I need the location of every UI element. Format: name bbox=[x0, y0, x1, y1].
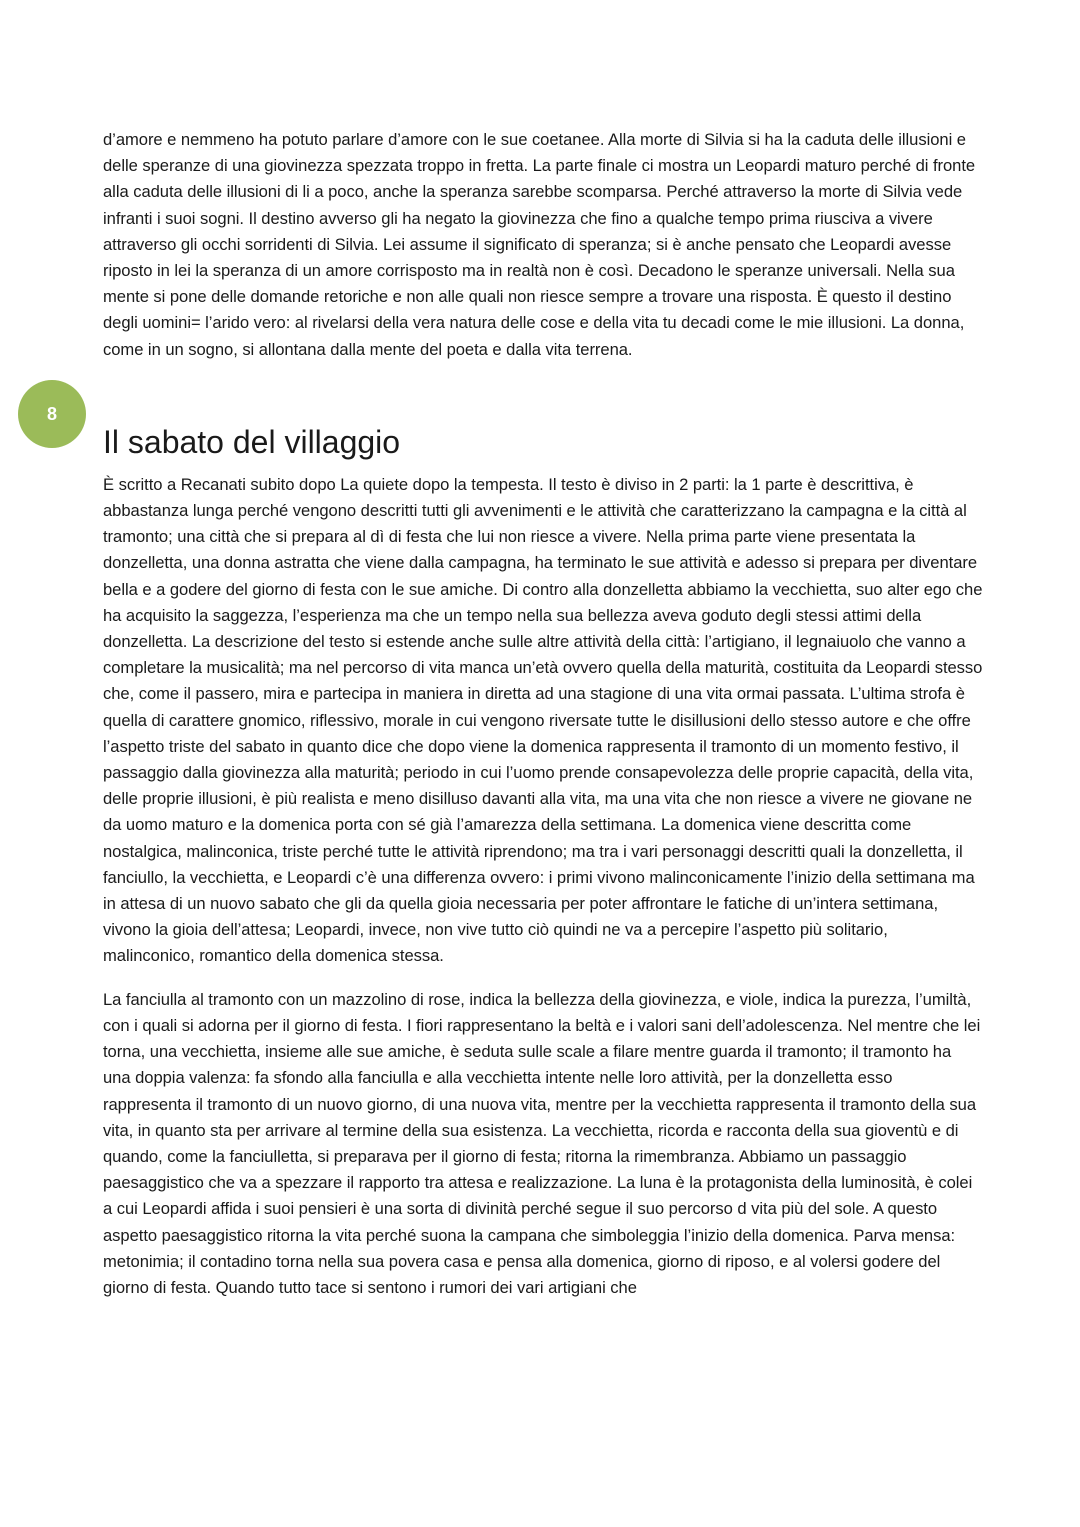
page-content bbox=[103, 127, 983, 1301]
section-title: Il sabato del villaggio bbox=[103, 423, 401, 460]
section-paragraph-2: La fanciulla al tramonto con un mazzolino di rose, indica la bellezza della giovinezza, e viole, indica la purezza, l’umiltà, con i quali si adorna per il giorno di festa. I fiori rappresentano la beltà e i valori sani dell’adolescenza. Nel mentre che lei torna, una vecchietta, insieme alle sue amiche, è seduta sulle scale a filare mentre guarda il tramonto; il tramonto ha una doppia valenza: fa sfondo alla fanciulla e alla vecchietta intente nelle loro attività, per la donzelletta esso rappresenta il tramonto di un nuovo giorno, di una nuova vita, mentre per la vecchietta rappresenta il tramonto della sua vita, in quanto sta per arrivare al termine della sua esistenza. La vecchietta, ricorda e racconta della sua gioventù e di quando, come la fanciulletta, si preparava per il giorno di festa; ritorna la rimembranza. Abbiamo un passaggio paesaggistico che va a spezzare il rapporto tra attesa e realizzazione. La luna è la protagonista della luminosità, è colei a cui Leopardi affida i suoi pensieri è una sorta di divinità perché segue il suo percorso d vita più del sole. A questo aspetto paesaggistico ritorna la vita perché suona la campana che simboleggia l’inizio della domenica. Parva mensa: metonimia; il contadino torna nella sua povera casa e pensa alla domenica, giorno di riposo, e al volersi godere del giorno di festa. Quando tutto tace si sentono i rumori dei vari artigiani che bbox=[103, 989, 981, 1297]
page-number: 8 bbox=[46, 403, 57, 424]
intro-paragraph: d’amore e nemmeno ha potuto parlare d’amore con le sue coetanee. Alla morte di Silvia si ha la caduta delle illusioni e delle speranze di una giovinezza spezzata troppo in fretta. La parte finale ci mostra un Leopardi maturo perché di fronte alla caduta delle illusioni di li a poco, anche la speranza sarebbe scomparsa. Perché attraverso la morte di Silvia vede infranti i suoi sogni. Il destino avverso gli ha negato la giovinezza che fino a qualche tempo prima riusciva a vivere attraverso gli occhi sorridenti di Silvia. Lei assume il significato di speranza; si è anche pensato che Leopardi avesse riposto in lei la speranza di un amore corrisposto ma in realtà non è così. Decadono le speranze universali. Nella sua mente si pone delle domande retoriche e non alle quali non riesce sempre a trovare una risposta. È questo il destino degli uomini= l’arido vero: al rivelarsi della vera natura delle cose e della vita tu decadi come le mie illusioni. La donna, come in un sogno, si allontana dalla mente del poeta e dalla vita terrena. bbox=[103, 130, 976, 359]
page-number-badge bbox=[18, 380, 86, 448]
section-paragraph-1: È scritto a Recanati subito dopo La quiete dopo la tempesta. Il testo è diviso in 2 parti: la 1 parte è descrittiva, è abbastanza lunga perché vengono descritti tutti gli avvenimenti e le attività che caratterizzano la campagna e la città al tramonto; una città che si prepara al dì di festa che lui non riesce a vivere. Nella prima parte viene presentata la donzelletta, una donna astratta che viene dalla campagna, ha terminato le sue attività e adesso si prepara per diventare bella e a godere del giorno di festa con le sue amiche. Di contro alla donzelletta abbiamo la vecchietta, suo alter ego che ha acquisito la saggezza, l’esperienza ma che un tempo nella sua bellezza aveva goduto degli stessi attimi della donzelletta. La descrizione del testo si estende anche sulle altre attività della città: l’artigiano, il legnaiuolo che vanno a completare la musicalità; ma nel percorso di vita manca un’età ovvero quella della maturità, costituita da Leopardi stesso che, come il passero, mira e partecipa in maniera in diretta ad una stagione di una vita ormai passata. L’ultima strofa è quella di carattere gnomico, riflessivo, morale in cui vengono riversate tutte le disillusioni dello stesso autore e che offre l’aspetto triste del sabato in quanto dice che dopo viene la domenica rappresenta il tramonto di un momento festivo, il passaggio dalla giovinezza alla maturità; periodo in cui l’uomo prende consapevolezza delle proprie capacità, della vita, delle proprie illusioni, è più realista e meno disilluso davanti alla vita, ma una vita che non riesce a vivere ne giovane ne da uomo maturo e la domenica porta con sé già l’amarezza della settimana. La domenica viene descritta come nostalgica, malinconica, triste perché tutte le attività riprendono; ma tra i vari personaggi descritti quali la donzelletta, il fanciullo, la vecchietta, e Leopardi c’è una differenza ovvero: i primi vivono malinconicamente l’inizio della settimana ma in attesa di un nuovo sabato che gli da quella gioia necessaria per poter affrontare le fatiche di un’intera settimana, vivono la gioia dell’attesa; Leopardi, invece, non vive tutto ciò quindi ne va a percepire l’aspetto più solitario, malinconico, romantico della domenica stessa. bbox=[103, 474, 983, 966]
